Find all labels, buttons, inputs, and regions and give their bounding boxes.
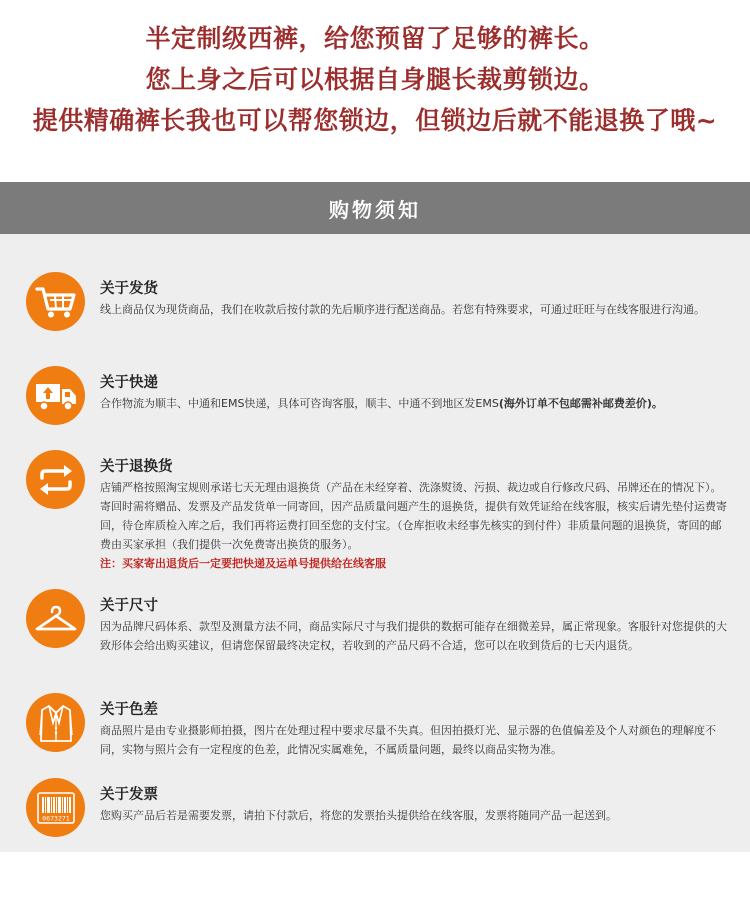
notice-sections <box>0 234 750 852</box>
section-title: 关于尺寸 <box>100 598 158 614</box>
section-title: 关于发票 <box>100 787 158 803</box>
section-title: 关于退换货 <box>100 459 173 475</box>
header-line-3: 提供精确裤长我也可以帮您锁边，但锁边后就不能退换了哦~ <box>32 106 718 135</box>
header-line-1: 半定制级西裤，给您预留了足够的裤长。 <box>145 24 605 53</box>
hanger-icon <box>26 589 85 648</box>
section-body: 因为品牌尺码体系、款型及测量方法不同，商品实际尺寸与我们提供的数据可能存在细微差异，属正常现象。客服针对您提供的大致形体会给出购买建议，但请您保留最终决定权，若收到的产品尺码不合适，您可以在收到货后的七天内退货。 <box>100 620 727 652</box>
section-body: 合作物流为顺丰、中通和EMS快递，具体可咨询客服，顺丰、中通不到地区发EMS <box>100 397 499 410</box>
barcode-icon <box>26 778 85 837</box>
section-body-bold: (海外订单不包邮需补邮费差价)。 <box>498 397 663 410</box>
section-body: 商品照片是由专业摄影师拍摄，图片在处理过程中要求尽量不失真。但因拍摄灯光、显示器的色值偏差及个人对颜色的理解度不同，实物与照片会有一定程度的色差，此情况实属难免，不属质量问题，最终以商品实物为准。 <box>100 724 716 756</box>
shopping-notice-banner <box>0 182 750 234</box>
section-title: 关于色差 <box>100 702 158 718</box>
section-body: 线上商品仅为现货商品，我们在收款后按付款的先后顺序进行配送商品。若您有特殊要求，可通过旺旺与在线客服进行沟通。 <box>100 303 705 316</box>
shopping-cart-icon <box>26 272 85 331</box>
section-title: 关于发货 <box>100 281 158 297</box>
header-notice <box>0 0 750 182</box>
suit-jacket-icon <box>26 693 85 752</box>
section-body: 您购买产品后若是需要发票，请拍下付款后，将您的发票抬头提供给在线客服，发票将随同产品一起送到。 <box>100 809 617 822</box>
exchange-arrows-icon <box>26 450 85 509</box>
section-body: 店铺严格按照淘宝规则承诺七天无理由退换货（产品在未经穿着、洗涤熨烫、污损、裁边或自行修改尺码、吊牌还在的情况下）。寄回时需将赠品、发票及产品发货单一同寄回，因产品质量问题产生的退换货，提供有效凭证给在线客服，核实后请先垫付运费寄回，待仓库质检入库之后，我们再将运费打回至您的支付宝。（仓库拒收未经事先核实的到付件）非质量问题的退换货，寄回的邮费由买家承担（我们提供一次免费寄出换货的服务）。 <box>100 481 727 551</box>
section-note: 注：买家寄出退货后一定要把快递及运单号提供给在线客服 <box>100 557 386 570</box>
delivery-truck-icon <box>26 366 85 425</box>
banner-title: 购物须知 <box>329 197 421 222</box>
header-line-2: 您上身之后可以根据自身腿长裁剪锁边。 <box>145 65 605 94</box>
barcode-number: 0673271 <box>41 814 70 822</box>
section-title: 关于快递 <box>100 375 158 391</box>
